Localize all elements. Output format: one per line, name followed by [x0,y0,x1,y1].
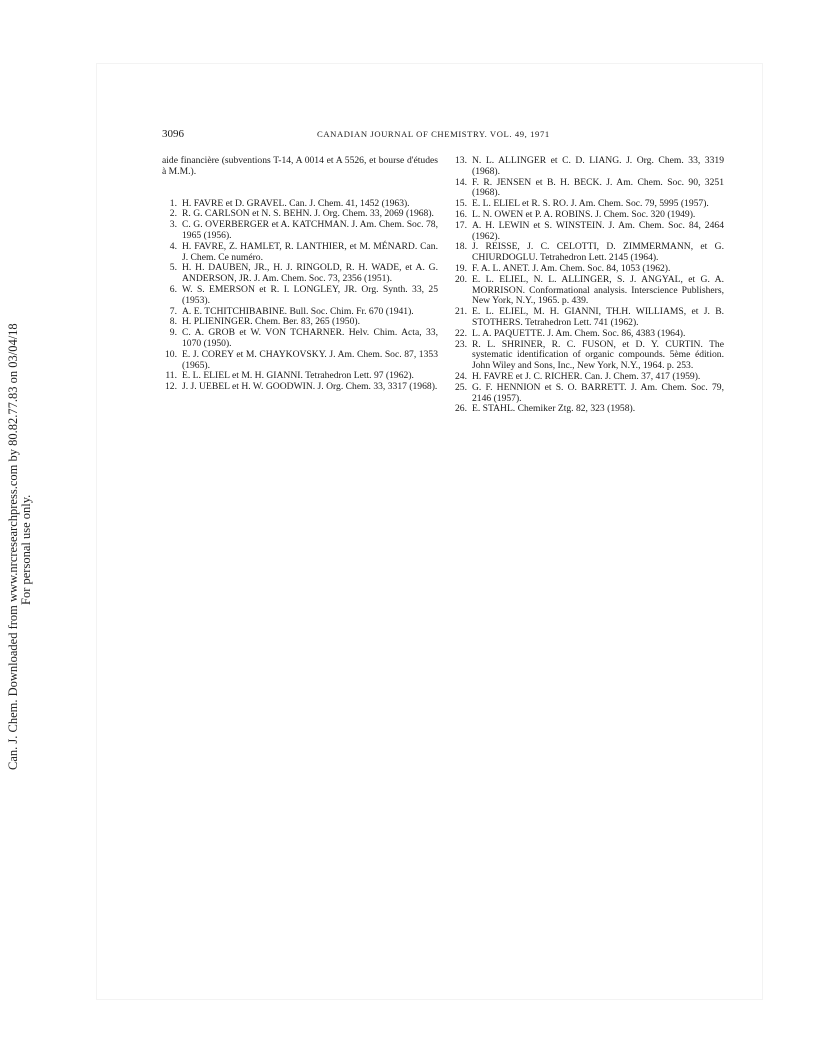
reference-item [452,340,724,372]
reference-text: G. F. HENNION et S. O. BARRETT. J. Am. Chem. Soc. 79, 2146 (1957). [472,381,724,404]
reference-number: 8. [169,316,177,328]
reference-number: 18. [455,241,467,253]
journal-title: CANADIAN JOURNAL OF CHEMISTRY. VOL. 49, 1971 [317,129,550,139]
reference-text: N. L. ALLINGER et C. D. LIANG. J. Org. Chem. 33, 3319 (1968). [472,155,724,177]
reference-text: L. A. PAQUETTE. J. Am. Chem. Soc. 86, 4383 (1964). [472,327,686,339]
reference-number: 26. [455,403,467,415]
reference-number: 3. [169,219,177,231]
reference-item [452,178,724,200]
reference-text: E. STAHL. Chemiker Ztg. 82, 323 (1958). [472,403,636,415]
reference-text: A. E. TCHITCHIBABINE. Bull. Soc. Chim. Fr. 670 (1941). [182,305,414,317]
reference-item [162,350,438,372]
reference-number: 20. [455,273,467,285]
acknowledgement-text [162,156,438,178]
reference-item [452,275,724,307]
reference-item [162,328,438,350]
reference-text: E. L. ELIEL et M. H. GIANNI. Tetrahedron Lett. 97 (1962). [182,370,414,382]
reference-text: C. G. OVERBERGER et A. KATCHMAN. J. Am. Chem. Soc. 78, 1965 (1956). [182,219,438,241]
reference-number: 13. [455,155,467,166]
reference-number: 12. [165,381,177,393]
reference-list-right [452,156,724,415]
reference-item [452,221,724,243]
page-number: 3096 [162,128,184,140]
reference-number: 17. [455,219,467,231]
acknowledgement-paragraph: aide financière (subventions T-14, A 0014 et A 5526, et bourse d'études à M.M.). [162,155,438,177]
reference-number: 14. [455,176,467,188]
reference-text: R. L. SHRINER, R. C. FUSON, et D. Y. CURTIN. The systematic identification of organic compounds. 5ème édition. John Wiley and Sons, Inc., New York, N.Y., 1964. p. 253. [472,338,724,372]
reference-number: 24. [455,370,467,382]
reference-number: 11. [165,370,177,382]
reference-number: 9. [169,327,177,339]
right-column [452,156,724,415]
reference-number: 15. [455,198,467,210]
reference-item [162,382,438,393]
reference-number: 16. [455,208,467,220]
reference-item [162,242,438,264]
reference-text: J. REISSE, J. C. CELOTTI, D. ZIMMERMANN, et G. CHIURDOGLU. Tetrahedron Lett. 2145 (1964). [472,241,724,264]
reference-number: 25. [455,381,467,393]
reference-number: 21. [455,306,467,318]
reference-text: C. A. GROB et W. VON TCHARNER. Helv. Chim. Acta, 33, 1070 (1950). [182,327,438,349]
reference-item [452,242,724,264]
left-column [162,156,438,393]
reference-item [162,285,438,307]
reference-number: 22. [455,327,467,339]
reference-text: H. FAVRE, Z. HAMLET, R. LANTHIER, et M. MÉNARD. Can. J. Chem. Ce numéro. [182,240,438,263]
reference-number: 10. [165,348,177,360]
reference-item [452,156,724,178]
personal-use-notice: For personal use only. [19,494,33,605]
reference-item [162,263,438,285]
reference-item [452,307,724,329]
running-head [162,128,722,142]
reference-item [452,383,724,405]
reference-text: H. PLIENINGER. Chem. Ber. 83, 265 (1950). [182,316,360,328]
reference-text: H. FAVRE et J. C. RICHER. Can. J. Chem. 37, 417 (1959). [472,370,701,382]
reference-list-left [162,199,438,393]
reference-text: W. S. EMERSON et R. I. LONGLEY, JR. Org. Synth. 33, 25 (1953). [182,283,438,306]
reference-number: 4. [169,240,177,252]
reference-text: R. G. CARLSON et N. S. BEHN. J. Org. Chem. 33, 2069 (1968). [182,208,434,220]
reference-text: L. N. OWEN et P. A. ROBINS. J. Chem. Soc. 320 (1949). [472,208,696,220]
reference-number: 2. [169,208,177,220]
download-notice: Can. J. Chem. Downloaded from www.nrcresearchpress.com by 80.82.77.83 on 03/04/18 [6,323,20,770]
reference-number: 1. [169,197,177,209]
reference-text: F. A. L. ANET. J. Am. Chem. Soc. 84, 1053 (1962). [472,262,671,274]
reference-item [162,220,438,242]
reference-text: H. FAVRE et D. GRAVEL. Can. J. Chem. 41, 1452 (1963). [182,197,410,209]
reference-number: 7. [169,305,177,317]
reference-number: 5. [169,262,177,274]
reference-text: F. R. JENSEN et B. H. BECK. J. Am. Chem. Soc. 90, 3251 (1968). [472,176,724,199]
reference-number: 23. [455,338,467,350]
reference-item [452,404,724,415]
download-watermark [0,0,36,1056]
reference-item [452,329,724,340]
reference-text: E. L. ELIEL et R. S. RO. J. Am. Chem. Soc. 79, 5995 (1957). [472,198,709,210]
reference-number: 6. [169,283,177,295]
reference-number: 19. [455,262,467,274]
reference-text: E. J. COREY et M. CHAYKOVSKY. J. Am. Chem. Soc. 87, 1353 (1965). [182,348,438,371]
reference-text: A. H. LEWIN et S. WINSTEIN. J. Am. Chem. Soc. 84, 2464 (1962). [472,219,724,242]
reference-text: E. L. ELIEL, N. L. ALLINGER, S. J. ANGYAL, et G. A. MORRISON. Conformational analysis. Interscience Publishers, New York, N.Y., 1965. p. 439. [472,273,724,307]
reference-text: J. J. UEBEL et H. W. GOODWIN. J. Org. Chem. 33, 3317 (1968). [182,381,438,393]
reference-text: H. H. DAUBEN, JR., H. J. RINGOLD, R. H. WADE, et A. G. ANDERSON, JR. J. Am. Chem. Soc. 73, 2356 (1951). [182,262,438,285]
reference-text: E. L. ELIEL, M. H. GIANNI, TH.H. WILLIAMS, et J. B. STOTHERS. Tetrahedron Lett. 741 (1962). [472,306,724,328]
